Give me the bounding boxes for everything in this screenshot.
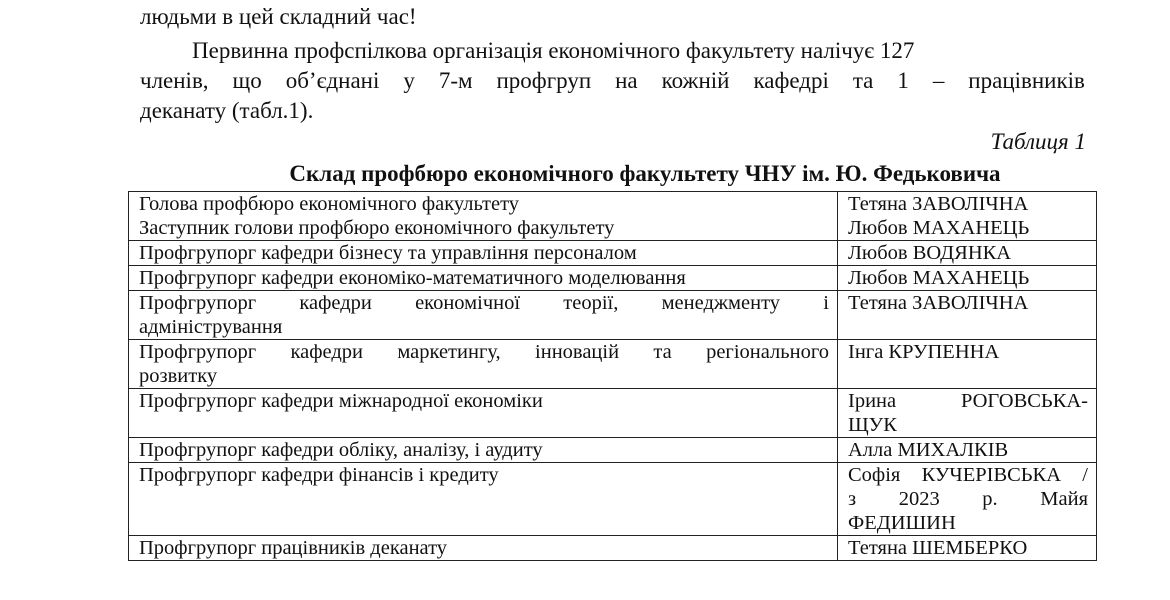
name-text: Любов МАХАНЕЦЬ — [848, 217, 1030, 239]
role-text: Голова профбюро економічного факультету — [139, 193, 520, 215]
word: членів, — [140, 68, 209, 93]
name-cell — [838, 340, 1097, 389]
table-row — [129, 463, 1097, 536]
table-row — [129, 266, 1097, 291]
paragraph-line-justified — [140, 66, 1085, 96]
name-text-justified — [848, 463, 1088, 487]
word: та — [852, 68, 874, 93]
word: – — [932, 68, 945, 93]
role-text: Профгрупорг працівників деканату — [139, 537, 448, 559]
role-cell — [129, 340, 838, 389]
role-text: Профгрупорг кафедри бізнесу та управління персоналом — [139, 242, 637, 264]
table-row — [129, 536, 1097, 561]
name-text-justified — [848, 389, 1088, 413]
name-cell — [838, 192, 1097, 241]
name-text: Інга КРУПЕННА — [848, 341, 1000, 363]
role-text: розвитку — [139, 365, 218, 387]
word: теорії, — [563, 292, 619, 314]
role-text-justified — [139, 340, 829, 364]
role-text: Профгрупорг кафедри обліку, аналізу, і аудиту — [139, 439, 543, 461]
name-cell — [838, 241, 1097, 266]
word: об’єднані — [285, 68, 380, 93]
table-row — [129, 241, 1097, 266]
table-row — [129, 438, 1097, 463]
word: Майя — [1040, 488, 1088, 510]
word: Софія — [848, 464, 901, 486]
word: Профгрупорг — [139, 341, 257, 363]
role-text-justified — [139, 291, 829, 315]
word: інновацій — [535, 341, 620, 363]
name-text: Тетяна ШЕМБЕРКО — [848, 537, 1028, 559]
name-cell — [838, 463, 1097, 536]
name-text: Тетяна ЗАВОЛІЧНА — [848, 193, 1029, 215]
name-text: ФЕДИШИН — [848, 512, 956, 534]
paragraph-tail — [140, 2, 1085, 32]
role-cell — [129, 463, 838, 536]
role-text: Профгрупорг кафедри фінансів і кредиту — [139, 464, 499, 486]
role-cell — [129, 266, 838, 291]
name-cell — [838, 266, 1097, 291]
paragraph-members — [140, 36, 1085, 126]
table-row — [129, 192, 1097, 241]
word: і — [823, 292, 829, 314]
table-number: Таблиця 1 — [990, 129, 1086, 154]
name-text-justified — [848, 487, 1088, 511]
word: кожній — [661, 68, 730, 93]
word: кафедри — [290, 341, 363, 363]
word: / — [1082, 464, 1088, 486]
word: та — [653, 341, 672, 363]
word: р. — [982, 488, 998, 510]
word: у — [403, 68, 415, 93]
role-cell — [129, 192, 838, 241]
paragraph-line: людьми в цей складний час! — [140, 4, 417, 29]
name-text: Алла МИХАЛКІВ — [848, 439, 1009, 461]
name-cell — [838, 389, 1097, 438]
role-cell — [129, 389, 838, 438]
role-cell — [129, 241, 838, 266]
word: економічної — [415, 292, 521, 314]
word: маркетингу, — [397, 341, 501, 363]
word: КУЧЕРІВСЬКА — [921, 464, 1062, 486]
word: регіонального — [706, 341, 829, 363]
name-text: ЩУК — [848, 414, 897, 436]
word: 7-м — [438, 68, 473, 93]
word: Ірина — [848, 390, 897, 412]
word: кафедрі — [753, 68, 829, 93]
table-row — [129, 340, 1097, 389]
word: Профгрупорг — [139, 292, 257, 314]
name-text: Тетяна ЗАВОЛІЧНА — [848, 292, 1029, 314]
word: працівників — [968, 68, 1085, 93]
word: з — [848, 488, 857, 510]
word: на — [615, 68, 638, 93]
table-row — [129, 291, 1097, 340]
name-cell — [838, 536, 1097, 561]
role-text: Профгрупорг кафедри економіко-математичного моделювання — [139, 267, 686, 289]
name-text: Любов ВОДЯНКА — [848, 242, 1012, 264]
name-cell — [838, 291, 1097, 340]
word: 1 — [897, 68, 909, 93]
word: РОГОВСЬКА- — [960, 390, 1088, 412]
word: менеджменту — [661, 292, 781, 314]
word: 2023 — [898, 488, 940, 510]
table-row — [129, 389, 1097, 438]
paragraph-line: Первинна профспілкова організація економічного факультету налічує 127 — [192, 38, 915, 63]
profbureau-table — [128, 191, 1097, 561]
role-cell — [129, 536, 838, 561]
role-cell — [129, 291, 838, 340]
role-text: Заступник голови профбюро економічного факультету — [139, 217, 615, 239]
role-text: Профгрупорг кафедри міжнародної економіки — [139, 390, 543, 412]
word: що — [232, 68, 262, 93]
word: кафедри — [299, 292, 372, 314]
role-cell — [129, 438, 838, 463]
role-text: адміністрування — [139, 316, 283, 338]
name-text: Любов МАХАНЕЦЬ — [848, 267, 1030, 289]
paragraph-line: деканату (табл.1). — [140, 98, 314, 123]
name-cell — [838, 438, 1097, 463]
word: профгруп — [496, 68, 592, 93]
table-caption: Склад профбюро економічного факультету ЧНУ ім. Ю. Федьковича — [289, 161, 1001, 186]
